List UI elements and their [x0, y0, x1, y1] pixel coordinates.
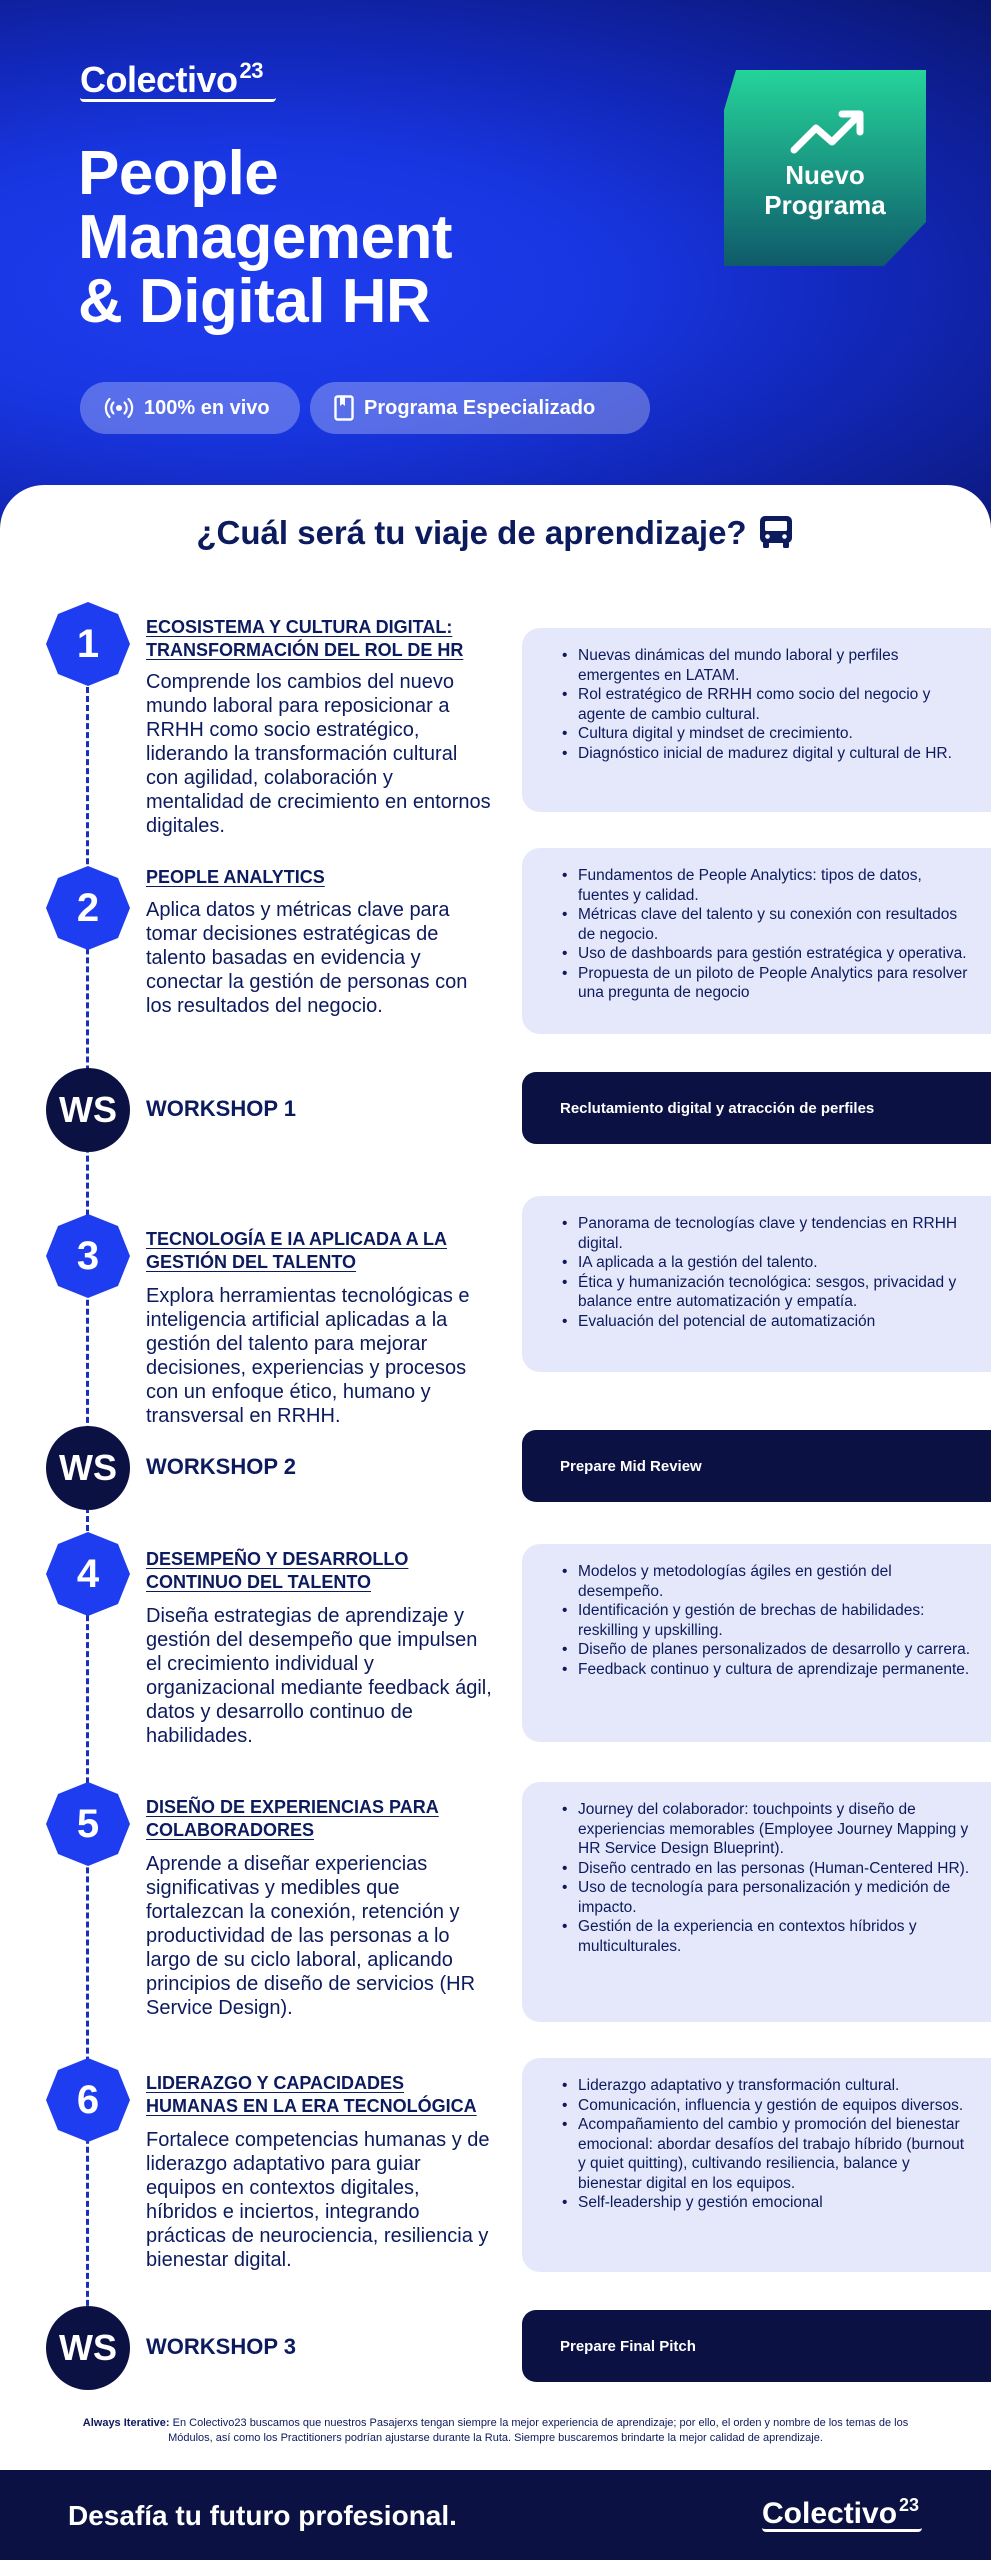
- module-topics: [522, 1544, 991, 1742]
- topic-item: • IA aplicada a la gestión del talento.: [562, 1253, 971, 1273]
- module-description: Explora herramientas tecnológicas e inteligencia artificial aplicadas a la gestión del talento para mejorar decisiones, experiencias y procesos con un enfoque ético, humano y transversal en RRHH.: [146, 1285, 470, 1427]
- module-description: Aplica datos y métricas clave para tomar decisiones estratégicas de talento basadas en evidencia y conectar la gestión de personas con los resultados del negocio.: [146, 899, 468, 1017]
- live-broadcast-icon: [104, 396, 134, 420]
- workshop-label: WORKSHOP 1: [146, 1096, 296, 1121]
- module-topics: [522, 2058, 991, 2272]
- module-number: 4: [76, 1551, 100, 1596]
- topic-item: • Uso de tecnología para personalización y medición de impacto.: [562, 1878, 971, 1917]
- module-description: Aprende a diseñar experiencias significativas y medibles que fortalezcan la conexión, retención y productividad de las personas a lo largo de su ciclo laboral, aplicando principios de diseño de servicios (HR Service Design).: [146, 1853, 476, 2019]
- topic-item: • Diseño de planes personalizados de desarrollo y carrera.: [562, 1640, 971, 1660]
- topic-item: • Rol estratégico de RRHH como socio del negocio y agente de cambio cultural.: [562, 685, 971, 724]
- module-number: 5: [76, 1801, 100, 1846]
- topic-item: • Diseño centrado en las personas (Human-Centered HR).: [562, 1859, 971, 1879]
- topic-item: • Ética y humanización tecnológica: sesgos, privacidad y balance entre automatización y empatía.: [562, 1273, 971, 1312]
- book-icon: [334, 395, 354, 421]
- topic-item: • Liderazgo adaptativo y transformación cultural.: [562, 2076, 971, 2096]
- topic-item: • Diagnóstico inicial de madurez digital y cultural de HR.: [562, 744, 971, 764]
- module-topics: [522, 848, 991, 1034]
- topic-item: • Journey del colaborador: touchpoints y diseño de experiencias memorables (Employee Journey Mapping y HR Service Design Blueprint).: [562, 1800, 971, 1859]
- module-topics: [522, 1782, 991, 2022]
- module-number: 1: [76, 621, 100, 666]
- module-description: Fortalece competencias humanas y de liderazgo adaptativo para guiar equipos en contextos digitales, híbridos e inciertos, integrando prácticas de neurociencia, resiliencia y bienestar digital.: [146, 2129, 490, 2271]
- topic-item: • Métricas clave del talento y su conexión con resultados de negocio.: [562, 905, 971, 944]
- workshop-topic: Reclutamiento digital y atracción de perfiles: [522, 1072, 991, 1144]
- module-number: 3: [76, 1233, 100, 1278]
- topic-item: • Modelos y metodologías ágiles en gestión del desempeño.: [562, 1562, 971, 1601]
- workshop-topic: Prepare Mid Review: [522, 1430, 991, 1502]
- topic-item: • Cultura digital y mindset de crecimiento.: [562, 724, 971, 744]
- module-title: LIDERAZGO Y CAPACIDADES HUMANAS EN LA ERA TECNOLÓGICA: [146, 2073, 477, 2116]
- footer-logo[interactable]: Colectivo $^{23}$: [762, 2495, 920, 2530]
- module-number: 2: [76, 885, 100, 930]
- topic-item: • Evaluación del potencial de automatización: [562, 1312, 971, 1332]
- footer-tagline: Desafía tu futuro profesional.: [68, 2500, 457, 2531]
- module-topics: [522, 1196, 991, 1372]
- module-title: DISEÑO DE EXPERIENCIAS PARA COLABORADORES: [146, 1797, 439, 1840]
- topic-item: • Uso de dashboards para gestión estratégica y operativa.: [562, 944, 971, 964]
- workshop-badge: WS: [46, 2306, 130, 2390]
- module-title: DESEMPEÑO Y DESARROLLO CONTINUO DEL TALENTO: [146, 1549, 409, 1592]
- module-description: Comprende los cambios del nuevo mundo laboral para reposicionar a RRHH como socio estratégico, liderando la transformación cultural con agilidad, colaboración y mentalidad de crecimiento en entornos digitales.: [146, 671, 491, 837]
- program-pill: [310, 382, 650, 434]
- topic-item: • Gestión de la experiencia en contextos híbridos y multiculturales.: [562, 1917, 971, 1956]
- logo-underline: [80, 98, 276, 102]
- topic-item: • Fundamentos de People Analytics: tipos de datos, fuentes y calidad.: [562, 866, 971, 905]
- workshop-badge: WS: [46, 1426, 130, 1510]
- page-title: People Management & Digital HR: [78, 139, 452, 336]
- badge-label: Nuevo Programa: [764, 160, 886, 220]
- section-title: ¿Cuál será tu viaje de aprendizaje?: [0, 514, 991, 552]
- topic-item: • Nuevas dinámicas del mundo laboral y perfiles emergentes en LATAM.: [562, 646, 971, 685]
- footer-logo-underline: [762, 2528, 922, 2532]
- brand-logo[interactable]: Colectivo$^{23}$: [80, 58, 264, 100]
- topic-item: • Feedback continuo y cultura de aprendizaje permanente.: [562, 1660, 971, 1680]
- workshop-topic: Prepare Final Pitch: [522, 2310, 991, 2382]
- workshop-badge: WS: [46, 1068, 130, 1152]
- live-pill: [80, 382, 300, 434]
- module-number: 6: [76, 2077, 100, 2122]
- topic-item: • Identificación y gestión de brechas de habilidades: reskilling y upskilling.: [562, 1601, 971, 1640]
- hero-banner: [0, 0, 991, 520]
- topic-item: • Comunicación, influencia y gestión de equipos diversos.: [562, 2096, 971, 2116]
- program-pill-label: Programa Especializado: [364, 396, 596, 419]
- module-title: ECOSISTEMA Y CULTURA DIGITAL: TRANSFORMACIÓN DEL ROL DE HR: [146, 617, 464, 660]
- topic-item: • Acompañamiento del cambio y promoción del bienestar emocional: abordar desafíos del trabajo híbrido (burnout y quiet quitting), cultivando resiliencia, balance y bienestar digital en los equipos.: [562, 2115, 971, 2193]
- module-title: TECNOLOGÍA E IA APLICADA A LA GESTIÓN DEL TALENTO: [146, 1229, 447, 1272]
- topic-item: • Panorama de tecnologías clave y tendencias en RRHH digital.: [562, 1214, 971, 1253]
- module-topics: [522, 628, 991, 812]
- topic-item: • Self-leadership y gestión emocional: [562, 2193, 971, 2213]
- module-title: PEOPLE ANALYTICS: [146, 867, 325, 887]
- workshop-label: WORKSHOP 3: [146, 2334, 296, 2359]
- iteration-note: Always Iterative: En Colectivo23 buscamos que nuestros Pasajerxs tengan siempre la mejor experiencia de aprendizaje; por ello, el orden y nombre de los temas de los Módulos, así como los Practitioners podrían ajustarse durante la Ruta. Siempre buscaremos brindarte la mejor calidad de aprendizaje.: [82, 2417, 909, 2444]
- workshop-label: WORKSHOP 2: [146, 1454, 296, 1479]
- topic-item: • Propuesta de un piloto de People Analytics para resolver una pregunta de negocio: [562, 964, 971, 1003]
- live-pill-label: 100% en vivo: [144, 396, 270, 419]
- module-description: Diseña estrategias de aprendizaje y gestión del desempeño que impulsen el crecimiento individual y organizacional mediante feedback ágil, datos y desarrollo continuo de habilidades.: [146, 1605, 492, 1747]
- bus-icon: [757, 514, 795, 550]
